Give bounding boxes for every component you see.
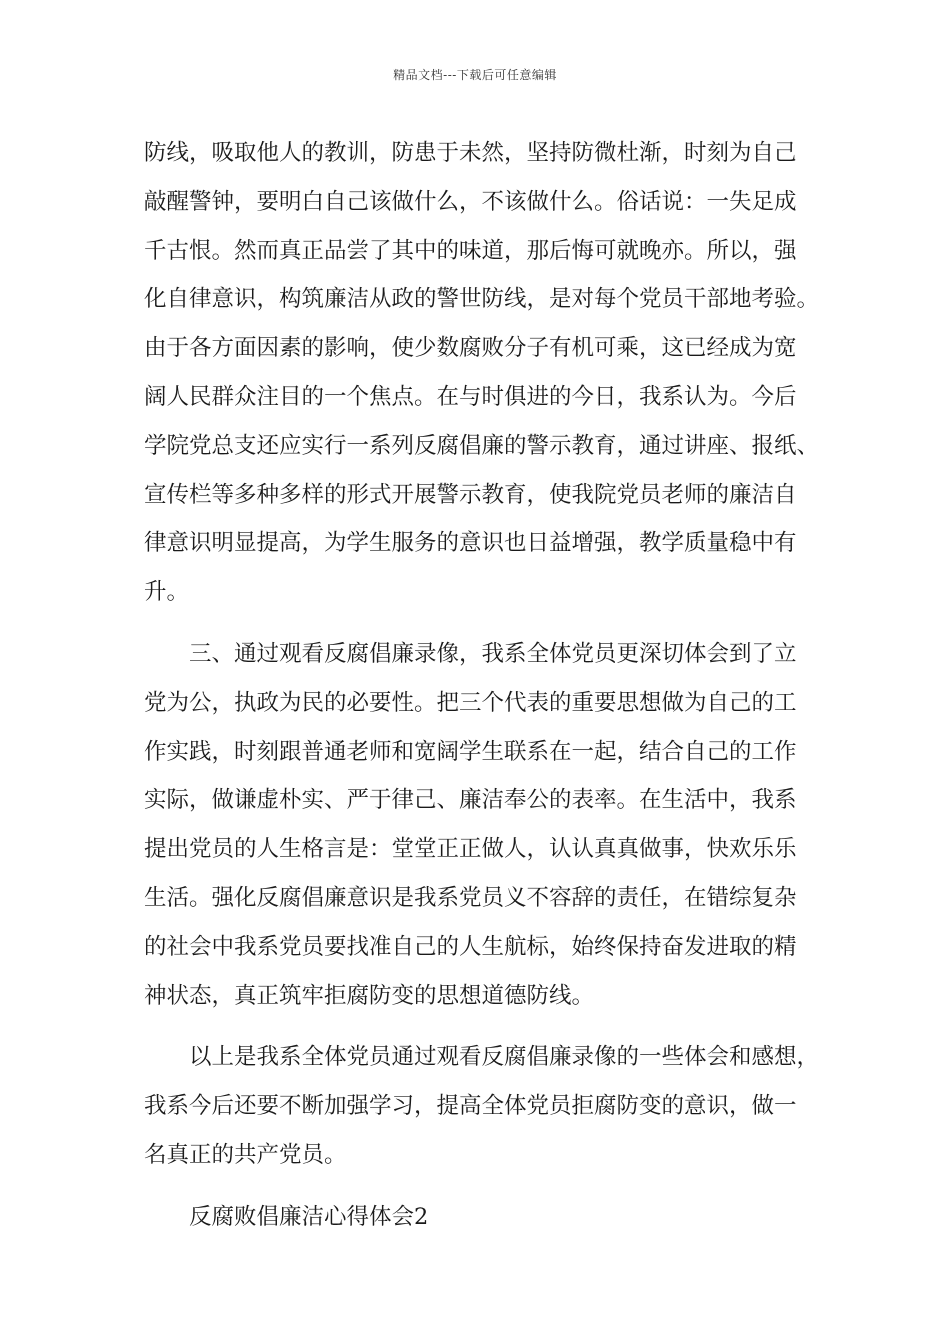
text-line: 三、通过观看反腐倡廉录像，我系全体党员更深切体会到了立: [189, 640, 797, 667]
paragraph-section-three: [144, 630, 820, 1020]
text-line: 律意识明显提高，为学生服务的意识也日益增强，教学质量稳中有: [144, 530, 797, 557]
text-line: 神状态，真正筑牢拒腐防变的思想道德防线。: [144, 982, 595, 1009]
text-line: 升。: [144, 579, 190, 606]
text-line: 的社会中我系党员要找准自己的人生航标，始终保持奋发进取的精: [144, 933, 797, 960]
text-line: 实际，做谦虚朴实、严于律己、廉洁奉公的表率。在生活中，我系: [144, 787, 797, 814]
document-body: [144, 129, 820, 1242]
text-line: 以上是我系全体党员通过观看反腐倡廉录像的一些体会和感想，: [189, 1044, 820, 1071]
paragraph-continued: [144, 129, 820, 617]
page-header: 精品文档---下载后可任意编辑: [393, 68, 557, 82]
text-line: 千古恨。然而真正品尝了其中的味道，那后悔可就晚亦。所以，强: [144, 237, 797, 264]
text-line: 化自律意识，构筑廉洁从政的警世防线，是对每个党员干部地考验。: [144, 286, 820, 313]
text-line: 敲醒警钟，要明白自己该做什么，不该做什么。俗话说：一失足成: [144, 188, 797, 215]
text-line: 学院党总支还应实行一系列反腐倡廉的警示教育，通过讲座、报纸、: [144, 432, 820, 459]
text-line: 党为公，执政为民的必要性。把三个代表的重要思想做为自己的工: [144, 689, 797, 716]
text-line: 阔人民群众注目的一个焦点。在与时俱进的今日，我系认为。今后: [144, 383, 797, 410]
section-heading-text: 反腐败倡廉洁心得体会2: [189, 1203, 429, 1230]
text-line: 我系今后还要不断加强学习，提高全体党员拒腐防变的意识，做一: [144, 1093, 797, 1120]
text-line: 名真正的共产党员。: [144, 1141, 347, 1168]
section-heading: [144, 1193, 820, 1242]
text-line: 作实践，时刻跟普通老师和宽阔学生联系在一起，结合自己的工作: [144, 738, 797, 765]
text-line: 生活。强化反腐倡廉意识是我系党员义不容辞的责任，在错综复杂: [144, 884, 797, 911]
text-line: 由于各方面因素的影响，使少数腐败分子有机可乘，这已经成为宽: [144, 335, 797, 362]
text-line: 宣传栏等多种多样的形式开展警示教育，使我院党员老师的廉洁自: [144, 481, 797, 508]
paragraph-conclusion: [144, 1033, 820, 1179]
text-line: 提出党员的人生格言是：堂堂正正做人，认认真真做事，快欢乐乐: [144, 836, 797, 863]
text-line: 防线，吸取他人的教训，防患于未然，坚持防微杜渐，时刻为自己: [144, 140, 797, 166]
